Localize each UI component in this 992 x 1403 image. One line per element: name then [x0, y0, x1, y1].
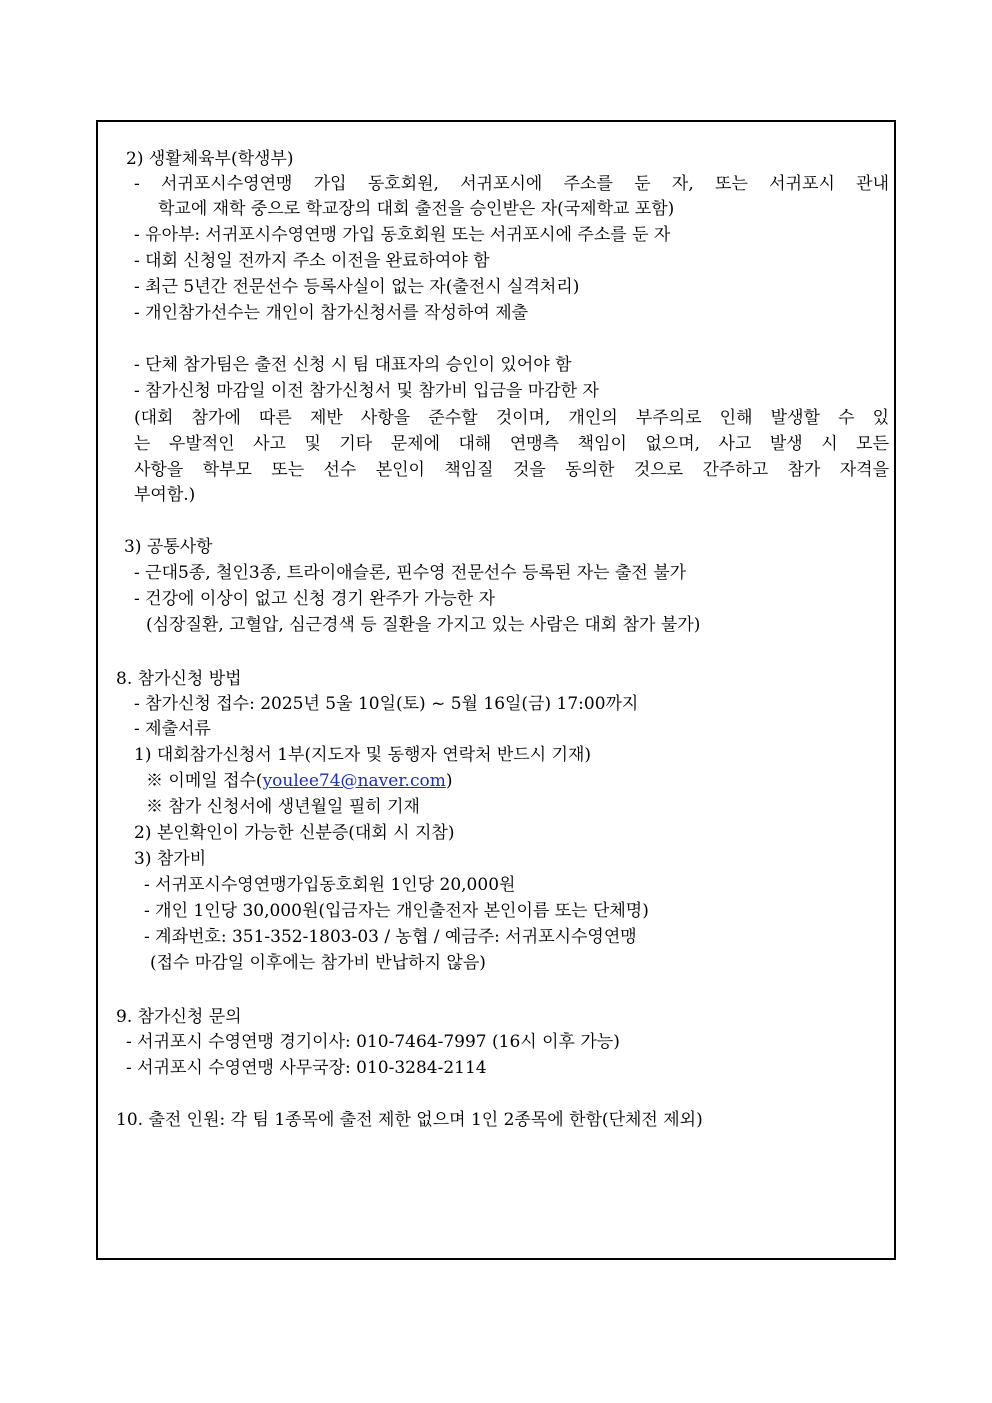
s8-birth-note: ※ 참가 신청서에 생년월일 필히 기재	[146, 797, 420, 817]
s2-bullet-6: - 단체 참가팀은 출전 신청 시 팀 대표자의 승인이 있어야 함	[134, 355, 572, 375]
s8-doc-2: 2) 본인확인이 가능한 신분증(대회 시 지참)	[134, 823, 455, 843]
s8-fee-1: - 서귀포시수영연맹가입동호회원 1인당 20,000원	[144, 875, 516, 895]
s9-contact-2: - 서귀포시 수영연맹 사무국장: 010-3284-2114	[126, 1058, 487, 1078]
s8-account: - 계좌번호: 351-352-1803-03 / 농협 / 예금주: 서귀포시수영연맹	[144, 927, 637, 947]
s3-bullet-2: - 건강에 이상이 없고 신청 경기 완주가 가능한 자	[134, 589, 495, 609]
email-suffix: )	[445, 771, 453, 791]
section-2-heading: 2) 생활체육부(학생부)	[126, 149, 294, 169]
section-3-heading: 3) 공통사항	[124, 537, 213, 557]
email-link[interactable]: youlee74@naver.com	[262, 771, 446, 791]
s8-refund: (접수 마감일 이후에는 참가비 반납하지 않음)	[150, 953, 486, 973]
s2-bullet-7: - 참가신청 마감일 이전 참가신청서 및 참가비 입금을 마감한 자	[134, 381, 599, 401]
s3-note: (심장질환, 고혈압, 심근경색 등 질환을 가지고 있는 사람은 대회 참가 불가)	[146, 615, 701, 635]
s8-fee-2: - 개인 1인당 30,000원(입금자는 개인출전자 본인이름 또는 단체명)	[144, 901, 649, 921]
s8-doc-3: 3) 참가비	[134, 849, 207, 869]
s2-note-line-4: 부여함.)	[134, 485, 196, 505]
section-8-heading: 8. 참가신청 방법	[116, 669, 242, 689]
s8-docs: - 제출서류	[134, 719, 211, 739]
s8-period: - 참가신청 접수: 2025년 5울 10일(토) ~ 5월 16일(금) 17:00까지	[134, 694, 639, 714]
s2-note-line-2: 는 우발적인 사고 및 기타 문제에 대해 연맹측 책임이 없으며, 사고 발생 시 모든	[134, 434, 889, 454]
s8-email-line	[146, 769, 452, 793]
s2-bullet-1-line-1: - 서귀포시수영연맹 가입 동호회원, 서귀포시에 주소를 둔 자, 또는 서귀포시 관내	[134, 174, 889, 194]
s2-bullet-5: - 개인참가선수는 개인이 참가신청서를 작성하여 제출	[134, 303, 529, 323]
s2-note-line-3: 사항을 학부모 또는 선수 본인이 책임질 것을 동의한 것으로 간주하고 참가 자격을	[134, 460, 889, 480]
s8-doc-1: 1) 대회참가신청서 1부(지도자 및 동행자 연락처 반드시 기재)	[134, 745, 592, 765]
s2-bullet-1-line-2: 학교에 재학 중으로 학교장의 대회 출전을 승인받은 자(국제학교 포함)	[158, 199, 675, 219]
section-10-line: 10. 출전 인원: 각 팀 1종목에 출전 제한 없으며 1인 2종목에 한함(단체전 제외)	[116, 1110, 703, 1130]
email-prefix: ※ 이메일 접수(	[146, 771, 263, 791]
s2-bullet-3: - 대회 신청일 전까지 주소 이전을 완료하여야 함	[134, 251, 490, 271]
s3-bullet-1: - 근대5종, 철인3종, 트라이애슬론, 핀수영 전문선수 등록된 자는 출전 불가	[134, 563, 687, 583]
s2-note-line-1: (대회 참가에 따른 제반 사항을 준수할 것이며, 개인의 부주의로 인해 발생할 수 있	[134, 408, 889, 428]
s9-contact-1: - 서귀포시 수영연맹 경기이사: 010-7464-7997 (16시 이후 가능)	[126, 1032, 620, 1052]
s2-bullet-4: - 최근 5년간 전문선수 등록사실이 없는 자(출전시 실격처리)	[134, 277, 580, 297]
s2-bullet-2: - 유아부: 서귀포시수영연맹 가입 동호회원 또는 서귀포시에 주소를 둔 자	[134, 225, 671, 245]
section-9-heading: 9. 참가신청 문의	[116, 1007, 242, 1027]
